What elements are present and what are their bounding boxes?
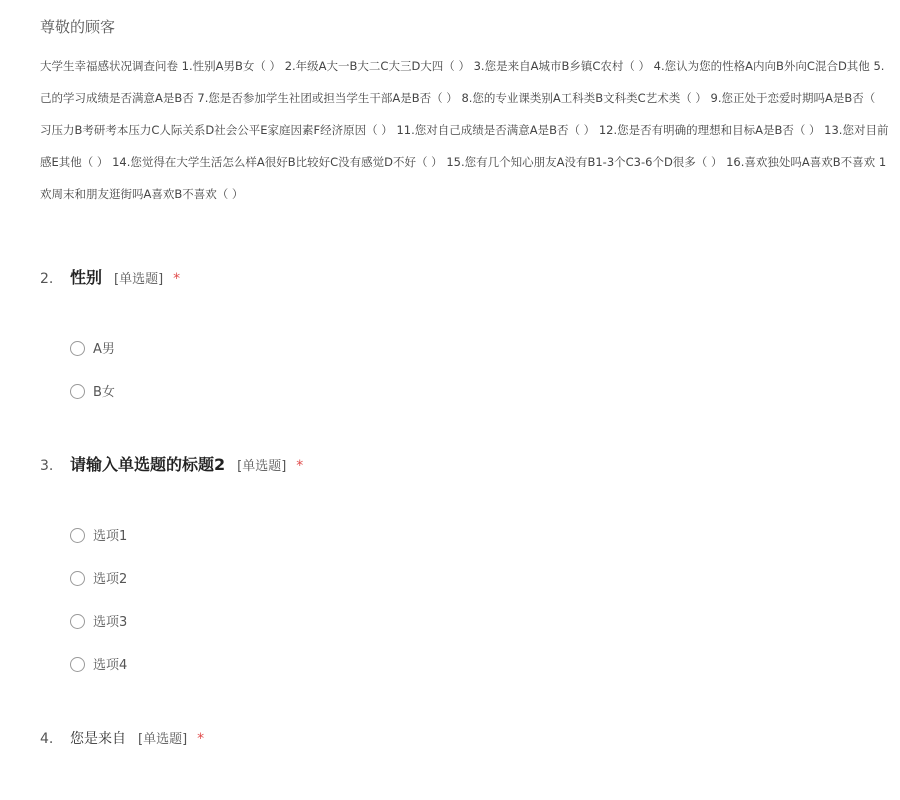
radio-button[interactable]	[70, 341, 85, 356]
radio-button[interactable]	[70, 657, 85, 672]
question-number: 4.	[40, 731, 54, 747]
question-title: 性别	[70, 268, 103, 287]
option-label[interactable]: A男	[93, 342, 115, 357]
intro-line: 己的学习成绩是否满意A是B否 7.您是否参加学生社团或担当学生干部A是B否（ ） 8.您的专业课类别A工科类B文科类C艺术类（ ） 9.您正处于恋爱时期吗A是B否（	[40, 91, 876, 105]
radio-button[interactable]	[70, 571, 85, 586]
question-type-label: [单选题]	[237, 459, 287, 474]
radio-button[interactable]	[70, 384, 85, 399]
intro-line: 习压力B考研考本压力C人际关系D社会公平E家庭因素F经济原因（ ） 11.您对自己成绩是否满意A是B否（ ） 12.您是否有明确的理想和目标A是B否（ ） 13.您对目前	[40, 123, 889, 137]
option-label[interactable]: 选项2	[93, 572, 128, 587]
question-title: 您是来自	[70, 731, 126, 747]
required-asterisk: *	[173, 271, 181, 287]
greeting-heading: 尊敬的顾客	[40, 18, 116, 36]
radio-button[interactable]	[70, 528, 85, 543]
intro-line: 欢周末和朋友逛街吗A喜欢B不喜欢（ ）	[40, 187, 244, 201]
option-label[interactable]: 选项3	[93, 615, 128, 630]
option-label[interactable]: 选项4	[93, 658, 128, 673]
radio-button[interactable]	[70, 614, 85, 629]
survey-intro	[40, 50, 900, 210]
option-label[interactable]: 选项1	[93, 529, 128, 544]
question-header	[40, 266, 890, 290]
question-header	[40, 453, 890, 477]
option-label[interactable]: B女	[93, 385, 115, 400]
question-type-label: [单选题]	[138, 732, 188, 747]
question-gender	[40, 266, 890, 400]
intro-line: 感E其他（ ） 14.您觉得在大学生活怎么样A很好B比较好C没有感觉D不好（ ） 15.您有几个知心朋友A没有B1-3个C3-6个D很多（ ） 16.喜欢独处吗A喜欢B不喜欢 1	[40, 155, 887, 169]
question-number: 2.	[40, 271, 54, 287]
question-number: 3.	[40, 458, 54, 474]
required-asterisk: *	[197, 731, 205, 747]
question-single-choice-2	[40, 453, 890, 673]
question-title: 请输入单选题的标题2	[70, 455, 226, 474]
question-origin	[40, 726, 890, 750]
question-type-label: [单选题]	[114, 272, 164, 287]
required-asterisk: *	[296, 458, 304, 474]
intro-line: 大学生幸福感状况调查问卷 1.性别A男B女（ ） 2.年级A大一B大二C大三D大四（ ） 3.您是来自A城市B乡镇C农村（ ） 4.您认为您的性格A内向B外向C混合D其他 5.	[40, 59, 885, 73]
question-header	[40, 726, 890, 750]
